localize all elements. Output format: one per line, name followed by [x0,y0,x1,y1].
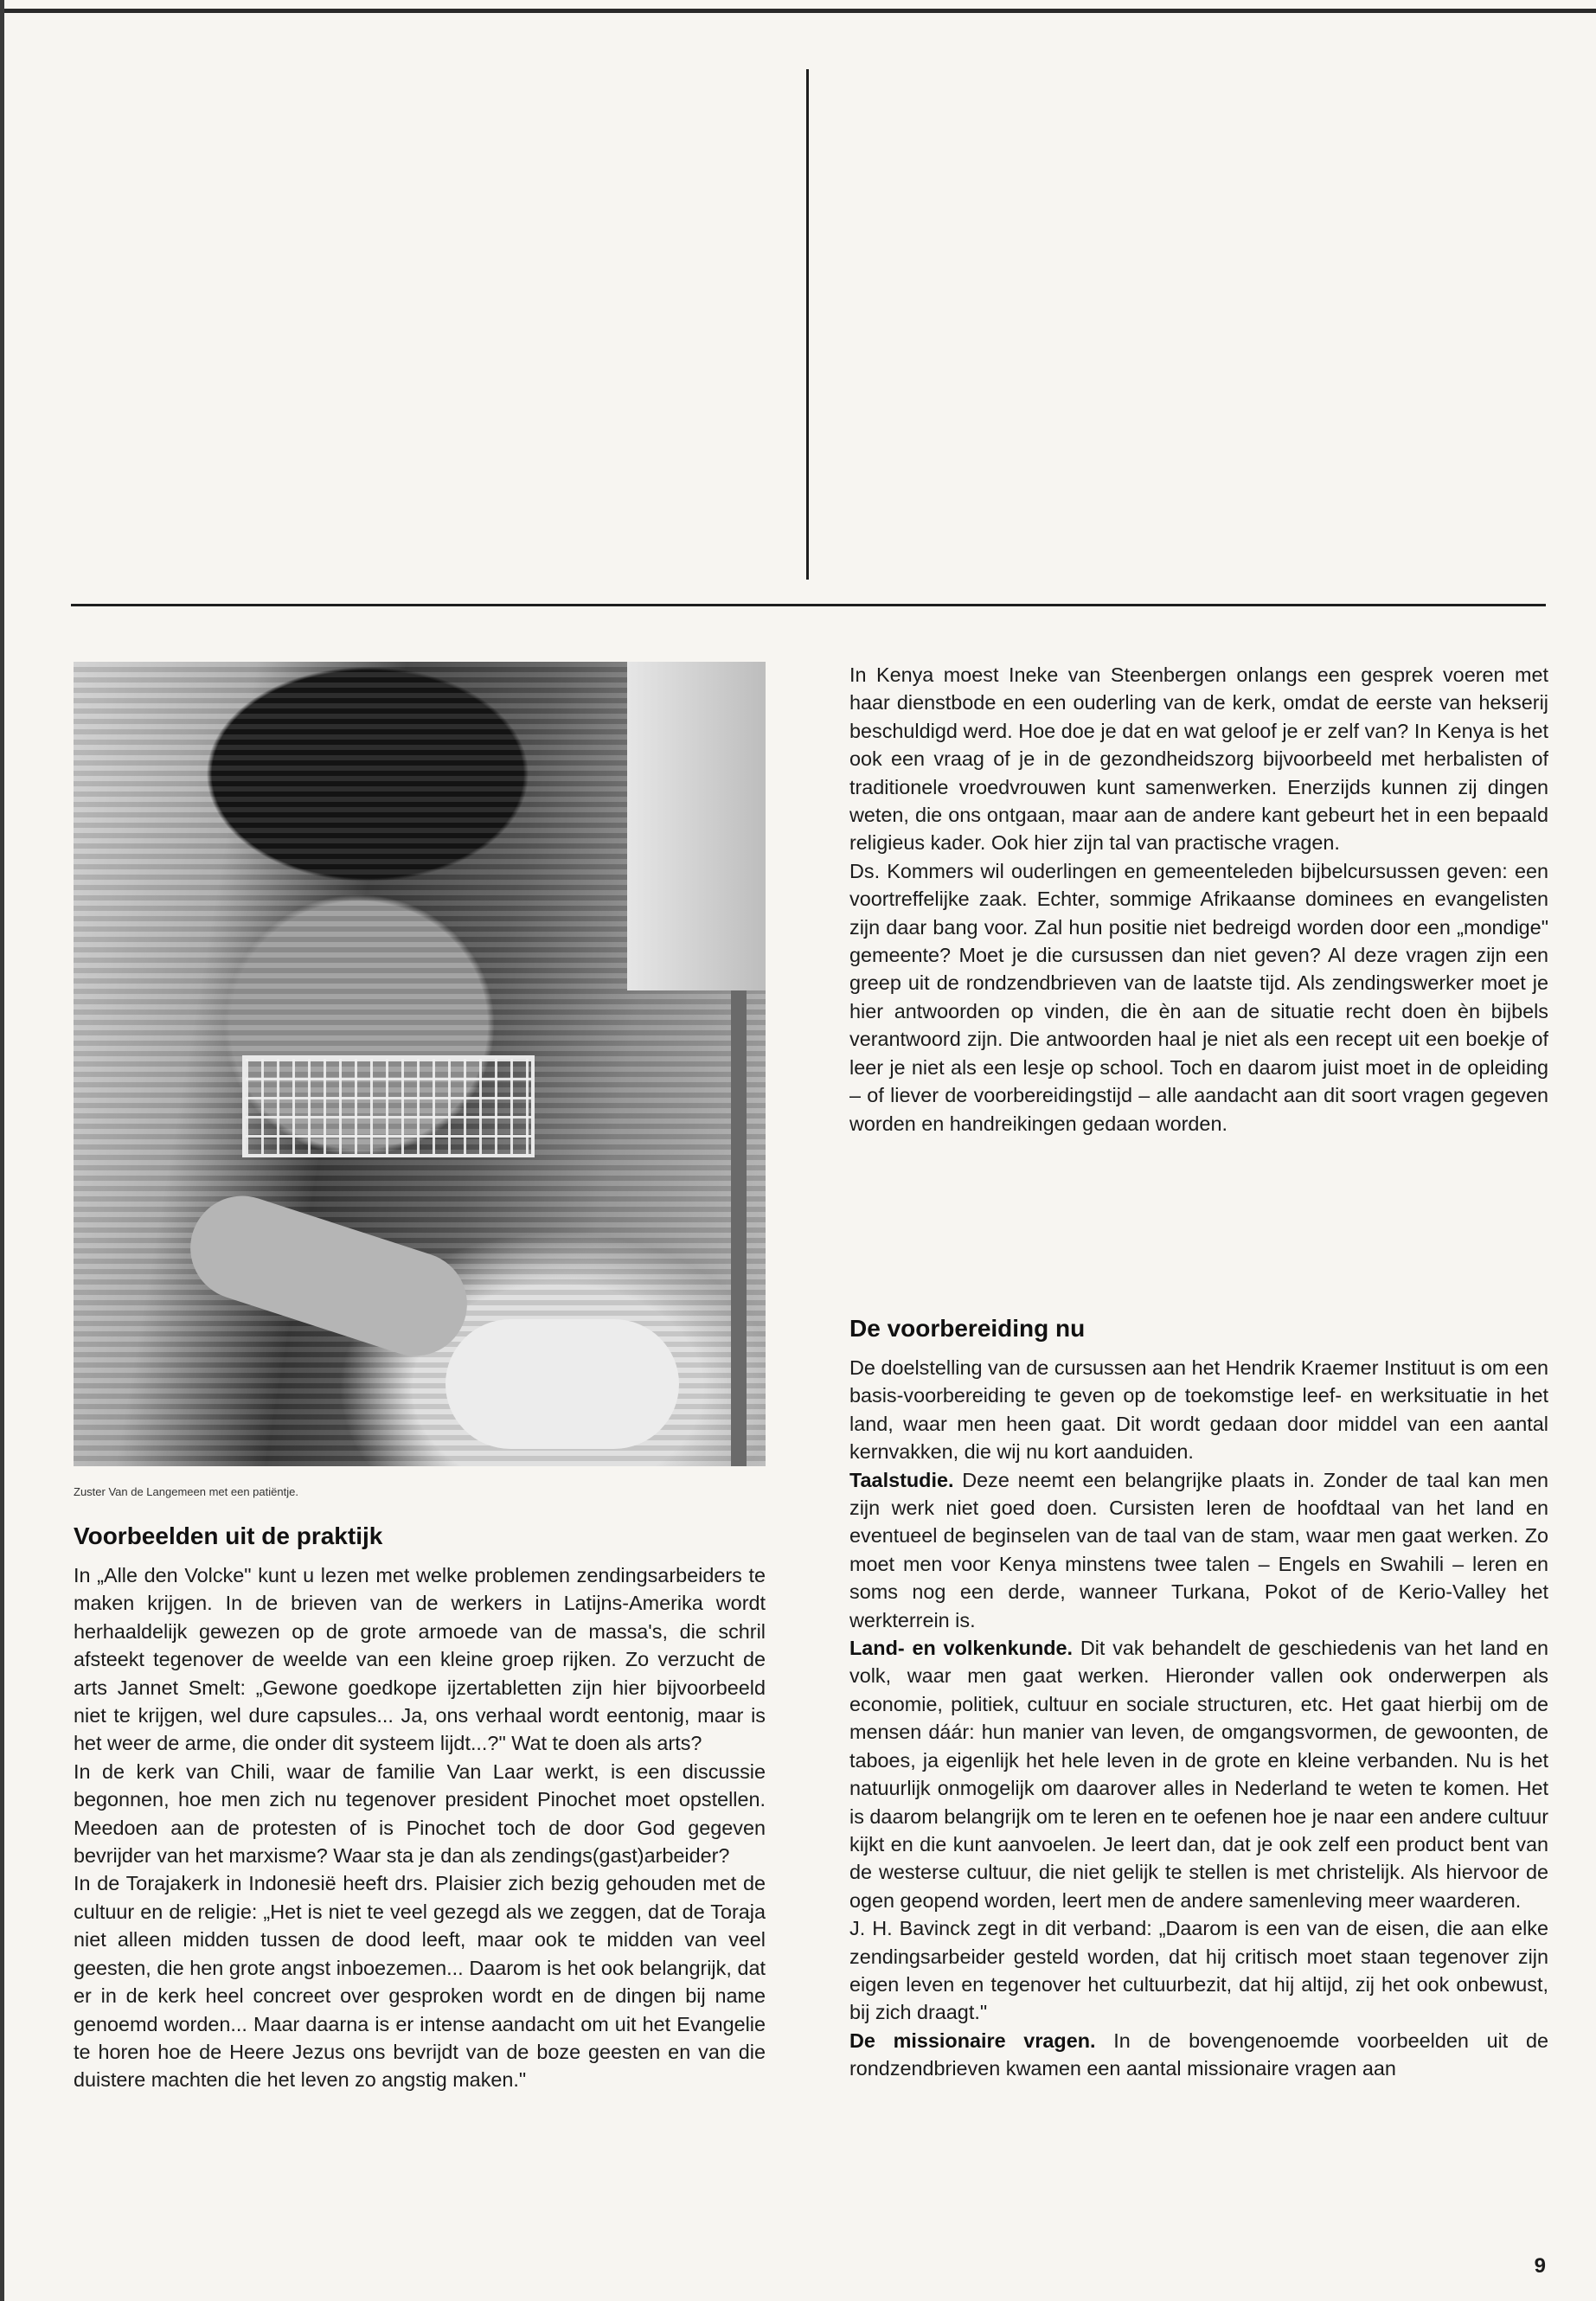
heading-voorbeelden: Voorbeelden uit de praktijk [74,1522,383,1549]
top-rule [0,9,1596,13]
text-taalstudie: Deze neemt een belangrijke plaats in. Zonder de taal kan men zijn werk niet goed doen. Cursisten leren de hoofdtaal van het land en eventueel de beginselen van de taal van de stam, waar men gaat werken. Zo moet men voor Kenya minstens twee talen – Engels en Swahili – leren en soms nog een derde, wanneer Turkana, Pokot of de Kerio-Valley het werkterrein is. [849,1468,1548,1631]
photo-caption: Zuster Van de Langemeen met een patiëntje. [74,1485,298,1498]
label-missionaire: De missionaire vragen. [849,2029,1096,2052]
text-missionaire: In de bovengenoemde voorbeelden uit de rondzendbrieven kwamen een aantal missionaire vragen aan [849,2029,1548,2080]
heading-voorbereiding: De voorbereiding nu [849,1315,1086,1342]
left-column-text [74,1561,766,2094]
label-taalstudie: Taalstudie. [849,1468,954,1491]
paragraph: In Kenya moest Ineke van Steenbergen onlangs een gesprek voeren met haar dienstbode en een ouderling van de kerk, omdat de eerste van hekserij beschuldigd werd. Hoe doe je dat en wat geloof je er zelf van? In Kenya is het ook een vraag of je in de gezondheidszorg bijvoorbeeld met herbalisten of traditionele vroedvrouwen kunt samenwerken. Enerzijds kunnen zij dingen weten, die ons ontgaan, maar aan de andere kant gebeurt het in een bepaald religieus kader. Ook hier zijn tal van practische vragen. [849,663,1548,855]
paragraph: Ds. Kommers wil ouderlingen en gemeenteleden bijbelcursussen geven: een voortreffelijke zaak. Echter, sommige Afrikaanse dominees en evangelisten zijn daar bang voor. Zal hun positie niet bedreigd worden door een „mondige" gemeente? Moet je die cursussen dan niet geven? Al deze vragen zijn een greep uit de rondzendbrieven van de laatste tijd. Als zendingswerker moet je hier antwoorden op vinden, die èn aan de situatie recht doen èn bijbels verantwoord zijn. Die antwoorden haal je niet als een recept uit een boekje of leer je niet als een lesje op school. Toch en daarom juist moet in de opleiding – of liever de voorbereidingstijd – alle aandacht aan dit soort vragen gegeven worden en handreikingen gedaan worden. [849,859,1548,1135]
page-number: 9 [1534,2254,1546,2278]
right-column-bottom-text [849,1354,1548,2083]
paragraph: In de Torajakerk in Indonesië heeft drs. Plaisier zich bezig gehouden met de cultuur en de religie: „Het is niet te veel gezegd als we zeggen, dat de Toraja niet alleen midden tussen de dood leeft, maar ook te midden van veel geesten, die hen grote angst inboezemen... Daarom is het ook belangrijk, dat er in de kerk heel concreet over gesproken wordt en de dingen bij name genoemd worden... Maar daarna is er intense aandacht om uit het Evangelie te horen hoe de Heere Jezus ons bevrijdt van de boze geesten en van die duistere machten die het leven zo angstig maken." [74,1872,766,2092]
page-edge [0,0,4,2301]
photo-wire-rack [242,1055,535,1157]
paragraph-bavinck: J. H. Bavinck zegt in dit verband: „Daarom is een van de eisen, die aan elke zendingsarbeider gesteld worden, dat hij critisch moet staan tegenover zijn eigen leven en tegenover het cultuurbezit, dat hij altijd, zij het ook onbewust, bij zich draagt." [849,1917,1548,2024]
photo-infant [445,1319,679,1449]
paragraph-intro: De doelstelling van de cursussen aan het Hendrik Kraemer Instituut is om een basis-voorbereiding te geven op de toekomstige leef- en werksituatie in het land, waar men heen gaat. Dit wordt gedaan door middel van een aantal kernvakken, die wij nu kort aanduiden. [849,1356,1548,1464]
paragraph: In de kerk van Chili, waar de familie Van Laar werkt, is een discussie begonnen, hoe men zich nu tegenover president Pinochet moet opstellen. Meedoen aan de protesten of is Pinochet toch de door God gegeven bevrijder van het marxisme? Waar sta je dan als zendings(gast)arbeider? [74,1759,766,1868]
paragraph-volkenkunde [849,1634,1548,1914]
column-divider-top [806,69,809,580]
paragraph: In „Alle den Volcke" kunt u lezen met welke problemen zendingsarbeiders te maken krijgen. In de brieven van de werkers in Latijns-Amerika wordt herhaaldelijk gewezen op de grote armoede van de massa's, die schril afsteekt tegenover de weelde van een kleine groep rijken. Zo verzucht de arts Jannet Smelt: „Gewone goedkope ijzertabletten zijn hier bijvoorbeeld niet te krijgen, wel dure capsules... Ja, ons verhaal wordt eentonig, maar is het weer de arme, die onder dit systeem lijdt...?" Wat te doen als arts? [74,1564,766,1755]
horizontal-rule [71,604,1546,606]
text-volkenkunde: Dit vak behandelt de geschiedenis van het land en volk, waar men gaat werken. Hieronder vallen ook onderwerpen als economie, politiek, cultuur en sociale structuren, etc. Het gaat hierbij om de mensen dáár: hun manier van leven, de omgangsvormen, de gewoonten, de taboes, ja eigenlijk het hele leven in de grote en kleine verbanden. Nu is het natuurlijk onmogelijk om daarover alles in Nederland te weten te komen. Het is daarom belangrijk om te leren en te oefenen hoe je naar een andere cultuur kijkt en die kunt aanvoelen. Je leert dan, dat je ook zelf een product bent van de westerse cultuur, die niet gelijk te stellen is met christelijk. Als hiervoor de ogen geopend worden, leert men de andere samenleving meer waarderen. [849,1637,1549,1912]
label-volkenkunde: Land- en volkenkunde. [849,1637,1074,1660]
right-column-top-text [849,661,1548,1138]
photo-equipment [627,662,766,990]
photo-pole [731,990,747,1466]
paragraph-taalstudie [849,1466,1548,1634]
photo-arm [177,1183,481,1369]
paragraph-missionaire [849,2027,1548,2083]
photo-nurse-with-patient [74,662,766,1466]
